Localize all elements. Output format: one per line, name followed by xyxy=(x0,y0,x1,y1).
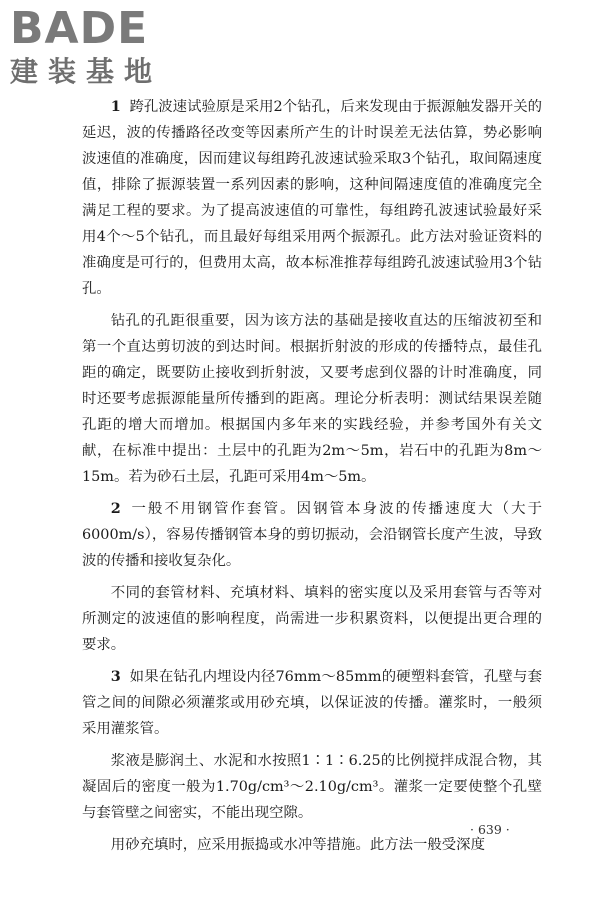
paragraph-3 xyxy=(82,496,542,574)
paragraph-text: 如果在钻孔内埋设内径76mm～85mm的硬塑料套管，孔壁与套管之间的间隙必须灌浆或用砂充填，以保证波的传播。灌浆时，一般须采用灌浆管。 xyxy=(82,669,542,737)
item-number: 1 xyxy=(110,98,121,115)
paragraph-text: 一般不用钢管作套管。因钢管本身波的传播速度大（大于6000m/s），容易传播钢管本身的剪切振动，会沿钢管长度产生波，导致波的传播和接收复杂化。 xyxy=(82,501,542,569)
paragraph-text: 用砂充填时，应采用振捣或水冲等措施。此方法一般受深度 xyxy=(110,837,485,853)
paragraph-2 xyxy=(82,308,542,490)
page-number: · 639 · xyxy=(470,822,510,837)
logo-brand: BADE xyxy=(10,3,149,54)
paragraph-text: 跨孔波速试验原是采用2个钻孔，后来发现由于振源触发器开关的延迟，波的传播路径改变等因素所产生的计时误差无法估算，势必影响波速值的准确度，因而建议每组跨孔波速试验采取3个钻孔，取间隔速度值，排除了振源装置一系列因素的影响，这种间隔速度值的准确度完全满足工程的要求。为了提高波速值的可靠性，每组跨孔波速试验最好采用4个～5个钻孔，而且最好每组采用两个振源孔。此方法对验证资料的准确度是可行的，但费用太高，故本标准推荐每组跨孔波速试验用3个钻孔。 xyxy=(82,99,542,297)
paragraph-1 xyxy=(82,94,542,302)
paragraph-text: 钻孔的孔距很重要，因为该方法的基础是接收直达的压缩波初至和第一个直达剪切波的到达时间。根据折射波的形成的传播特点，最佳孔距的确定，既要防止接收到折射波，又要考虑到仪器的计时准确度，同时还要考虑振源能量所传播到的距离。理论分析表明：测试结果误差随孔距的增大而增加。根据国内多年来的实践经验，并参考国外有关文献，在标准中提出：土层中的孔距为2m～5m，岩石中的孔距为8m～15m。若为砂石土层，孔距可采用4m～5m。 xyxy=(82,313,542,485)
document-body xyxy=(82,94,542,864)
paragraph-text: 浆液是膨润土、水泥和水按照1∶1∶6.25的比例搅拌成混合物，其凝固后的密度一般为1.70g/cm³～2.10g/cm³。灌浆一定要使整个孔壁与套管壁之间密实，不能出现空隙。 xyxy=(82,753,542,821)
item-number: 3 xyxy=(110,668,121,685)
paragraph-4 xyxy=(82,580,542,658)
item-number: 2 xyxy=(110,500,121,517)
paragraph-5 xyxy=(82,664,542,742)
paragraph-6 xyxy=(82,748,542,826)
paragraph-text: 不同的套管材料、充填材料、填料的密实度以及采用套管与否等对所测定的波速值的影响程度，尚需进一步积累资料，以便提出更合理的要求。 xyxy=(82,585,542,653)
logo xyxy=(10,3,180,88)
logo-subtitle: 建装基地 xyxy=(10,55,163,88)
